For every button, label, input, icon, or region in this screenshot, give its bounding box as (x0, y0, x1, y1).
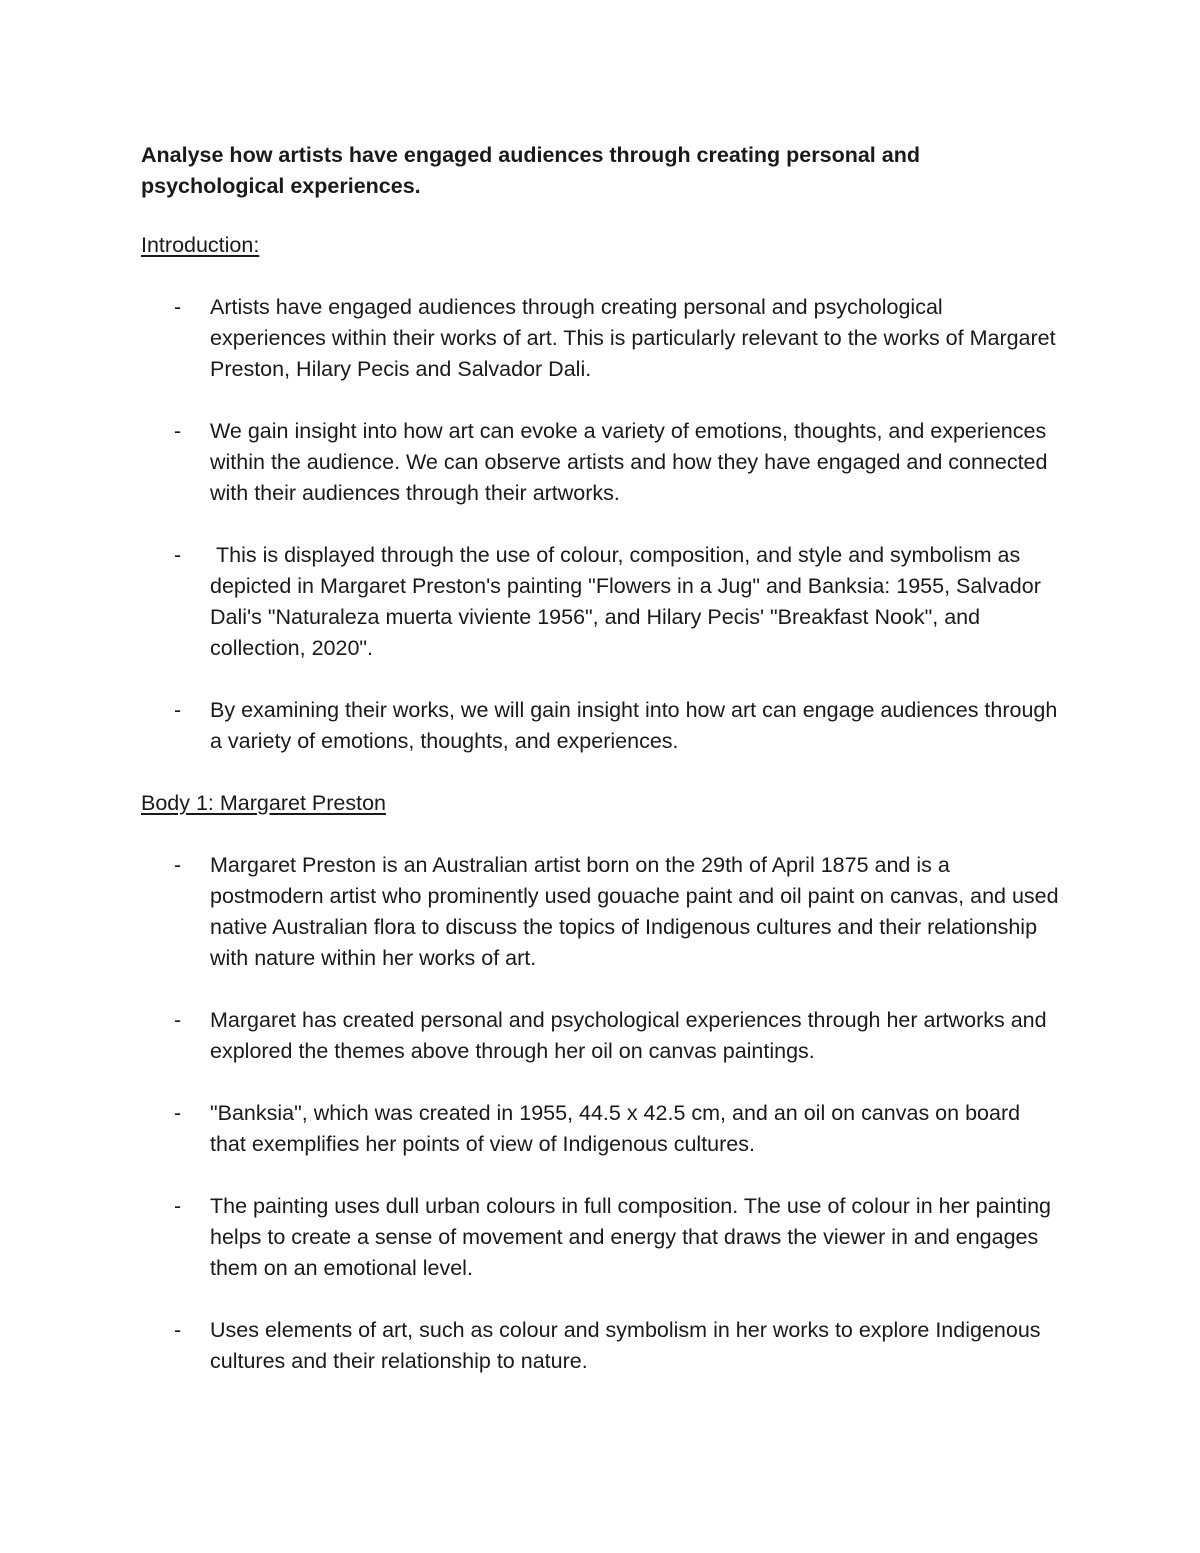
bullet-text: "Banksia", which was created in 1955, 44.5 x 42.5 cm, and an oil on canvas on board that exemplifies her points of view of Indigenous cultures. (210, 1101, 1027, 1156)
bullet-dash: - (174, 1318, 182, 1342)
bullet-dash: - (174, 1194, 182, 1218)
body-1-bullet-list (141, 850, 1065, 1377)
list-item (141, 540, 1061, 664)
bullet-dash: - (174, 419, 182, 443)
bullet-text: Margaret has created personal and psychological experiences through her artworks and explored the themes above through her oil on canvas paintings. (210, 1008, 1053, 1063)
bullet-text: Uses elements of art, such as colour and symbolism in her works to explore Indigenous cultures and their relationship to nature. (210, 1318, 1047, 1373)
bullet-text: Artists have engaged audiences through creating personal and psychological experiences within their works of art. This is particularly relevant to the works of Margaret Preston, Hilary Pecis and Salvador Dali. (210, 295, 1062, 381)
bullet-dash: - (174, 1008, 182, 1032)
bullet-dash: - (174, 698, 182, 722)
bullet-text: By examining their works, we will gain insight into how art can engage audiences through a variety of emotions, thoughts, and experiences. (210, 698, 1064, 753)
list-item (141, 850, 1065, 974)
section-heading-introduction: Introduction: (141, 233, 260, 257)
introduction-bullet-list (141, 292, 1064, 757)
bullet-dash: - (174, 295, 182, 319)
bullet-text: We gain insight into how art can evoke a variety of emotions, thoughts, and experiences within the audience. We can observe artists and how they have engaged and connected with their audiences through their artworks. (210, 419, 1054, 505)
list-item (141, 416, 1061, 509)
document-title-line-2: psychological experiences. (141, 174, 421, 198)
list-item (141, 1098, 1061, 1160)
list-item (141, 695, 1064, 757)
document-title-line-1: Analyse how artists have engaged audiences through creating personal and (141, 143, 920, 167)
bullet-dash: - (174, 853, 182, 877)
list-item (141, 292, 1061, 385)
bullet-text: The painting uses dull urban colours in full composition. The use of colour in her painting helps to create a sense of movement and energy that draws the viewer in and engages them on an emotional level. (210, 1194, 1057, 1280)
bullet-text: This is displayed through the use of colour, composition, and style and symbolism as depicted in Margaret Preston's painting "Flowers in a Jug" and Banksia: 1955, Salvador Dali's "Naturaleza muerta viviente 1956", and Hilary Pecis' "Breakfast Nook", and collection, 2020". (210, 543, 1047, 660)
section-introduction (141, 230, 1064, 757)
section-body-1 (141, 788, 1065, 1377)
bullet-dash: - (174, 543, 182, 567)
list-item (141, 1315, 1061, 1377)
section-heading-body-1: Body 1: Margaret Preston (141, 791, 386, 815)
bullet-dash: - (174, 1101, 182, 1125)
list-item (141, 1005, 1061, 1067)
bullet-text: Margaret Preston is an Australian artist born on the 29th of April 1875 and is a postmodern artist who prominently used gouache paint and oil paint on canvas, and used native Australian flora to discuss the topics of Indigenous cultures and their relationship with nature within her works of art. (210, 853, 1065, 970)
list-item (141, 1191, 1061, 1284)
document-title (141, 140, 1061, 202)
document-page (141, 140, 1065, 1408)
